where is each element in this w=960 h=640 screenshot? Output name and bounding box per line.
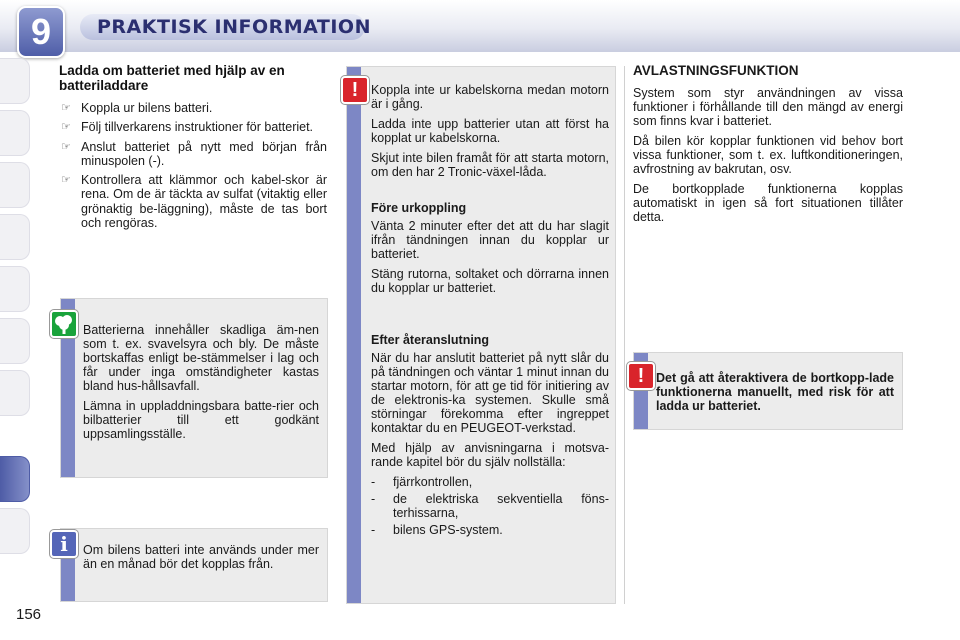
environment-note-text: Batterierna innehåller skadliga äm-nen som t. ex. svavelsyra och bly. De måste bortskaffas enligt be-stämmelser i lag och får under inga omständigheter kastas bland hus-hållsavfall. Lämna in uppladdningsbara batte-rier och bilbatterier till ett godkänt uppsamlingsställe. (83, 323, 319, 441)
page-number: 156 (16, 606, 42, 623)
list-item: ☞ Anslut batteriet på nytt med början från minuspolen (-). (61, 139, 327, 168)
chapter-tab-active[interactable] (0, 456, 30, 502)
chapter-tab[interactable] (0, 370, 30, 416)
list-item: - fjärrkontrollen, (371, 475, 473, 489)
pointing-hand-icon: ☞ (61, 102, 71, 114)
chapter-tab[interactable] (0, 508, 30, 554)
section-heading-charger: Ladda om batteriet med hjälp av en batteriladdare (59, 63, 285, 93)
chapter-tab[interactable] (0, 58, 30, 104)
warning-icon: ! (341, 76, 369, 104)
pointing-hand-icon: ☞ (61, 121, 71, 134)
box-stripe (347, 67, 361, 603)
column-divider (624, 66, 625, 604)
subheading-before-disconnect: Före urkoppling (371, 201, 467, 215)
section-heading-load-shedding: AVLASTNINGSFUNKTION (633, 63, 799, 78)
list-item: - bilens GPS-system. (371, 523, 503, 537)
chapter-tab[interactable] (0, 162, 30, 208)
info-note-box (60, 528, 328, 602)
reset-list (371, 475, 609, 537)
warning-box-content: Koppla inte ur kabelskorna medan motorn är i gång. Ladda inte upp batterier utan att först ha kopplat ur kabelskorna. Skjut inte bilen framåt för att starta motorn, om den har 2 Tronic-växel-låda. Före urkoppling Vänta 2 minuter efter det att du har slagit ifrån tändningen innan du kopplar ur batteriet. Stäng rutorna, soltaket och dörrarna innen du kopplar ur batteriet. Efter återanslutning När du har anslutit batteriet på nytt slår du på tändningen och väntar 1 minut innan du startar motorn, för att ge tid för initiering av de elektronis-ka systemen. Skulle små störningar förekomma efter ingreppet kontaktar du en PEUGEOT-verkstad. Med hjälp av anvisningarna i motsva-rande kapitel bör du själv nollställa: - fjärrkontrollen, - de elektriska sekventiella föns-terhissarna, - bilens GPS-system. (371, 83, 609, 537)
pointing-hand-icon: ☞ (61, 174, 71, 187)
subheading-after-reconnect: Efter återanslutning (371, 333, 490, 347)
reactivate-warning-text: Det gå att återaktivera de bortkopp-lade funktionerna manuellt, med risk för att ladda ur batteriet. (656, 371, 894, 413)
pointing-hand-icon: ☞ (61, 140, 71, 153)
chapter-tab[interactable] (0, 266, 30, 312)
warning-box-reactivate (633, 352, 903, 430)
info-icon: i (50, 530, 78, 558)
chapter-tab[interactable] (0, 214, 30, 260)
list-item: ☞ Koppla ur bilens batteri. (61, 101, 213, 115)
list-item: - de elektriska sekventiella föns-terhissarna, (371, 492, 609, 520)
list-item: ☞ Kontrollera att klämmor och kabel-skor är rena. Om de är täckta av sulfat (vitaktig eller grönaktig be-läggning), måste de tas bort och rengöras. (61, 173, 327, 231)
tree-icon (50, 310, 78, 338)
warning-box-main (346, 66, 616, 604)
list-item: ☞ Följ tillverkarens instruktioner för batteriet. (61, 120, 314, 135)
chapter-tab[interactable] (0, 318, 30, 364)
chapter-badge: 9 (17, 6, 65, 58)
load-shedding-text: System som styr användningen av vissa funktioner i förhållande till den mängd av energi som finns kvar i batteriet. Då bilen kör kopplar funktionen vid behov bort vissa funktioner, som t. ex. luftkonditioneringen, avfrostning av bakrutan, osv. De bortkopplade funktionerna kopplas automatiskt in igen så fort situationen tillåter detta. (633, 86, 903, 224)
environment-note-box (60, 298, 328, 478)
warning-icon: ! (627, 362, 655, 390)
charger-steps-list (59, 101, 327, 235)
info-note-text: Om bilens batteri inte används under mer än en månad bör det kopplas från. (83, 543, 319, 571)
page-title: PRAKTISK INFORMATION (97, 16, 371, 38)
chapter-tab[interactable] (0, 110, 30, 156)
